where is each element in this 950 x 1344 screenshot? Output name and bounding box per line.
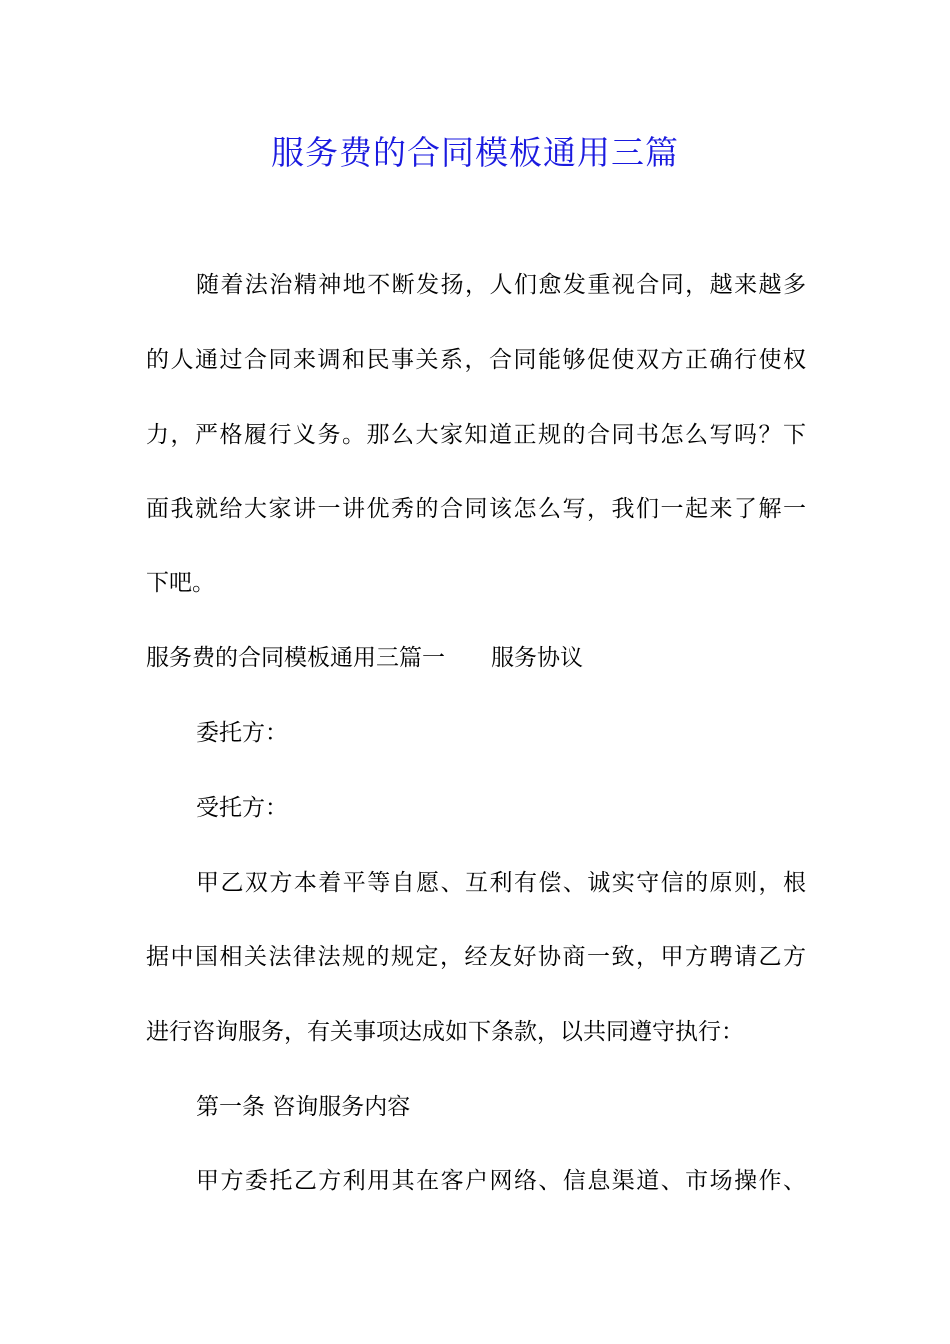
principle-line: 进行咨询服务，有关事项达成如下条款，以共同遵守执行： xyxy=(146,1019,744,1045)
document-title: 服务费的合同模板通用三篇 xyxy=(271,133,679,172)
article-body-line: 甲方委托乙方利用其在客户网络、信息渠道、市场操作、 xyxy=(196,1168,806,1194)
principle-line: 甲乙双方本着平等自愿、互利有偿、诚实守信的原则，根 xyxy=(196,870,806,896)
intro-line: 力，严格履行义务。那么大家知道正规的合同书怎么写吗？下 xyxy=(146,422,806,448)
intro-line: 下吧。 xyxy=(146,570,215,596)
party-b-label: 受托方： xyxy=(196,795,288,821)
intro-line: 随着法治精神地不断发扬，人们愈发重视合同，越来越多 xyxy=(196,272,806,298)
principle-line: 据中国相关法律法规的规定，经友好协商一致，甲方聘请乙方 xyxy=(146,944,806,970)
party-a-label: 委托方： xyxy=(196,720,288,746)
intro-line: 的人通过合同来调和民事关系，合同能够促使双方正确行使权 xyxy=(146,347,806,373)
intro-line: 面我就给大家讲一讲优秀的合同该怎么写，我们一起来了解一 xyxy=(146,496,806,522)
article-heading: 第一条 咨询服务内容 xyxy=(196,1094,411,1120)
section-heading: 服务费的合同模板通用三篇一 服务协议 xyxy=(146,645,583,671)
